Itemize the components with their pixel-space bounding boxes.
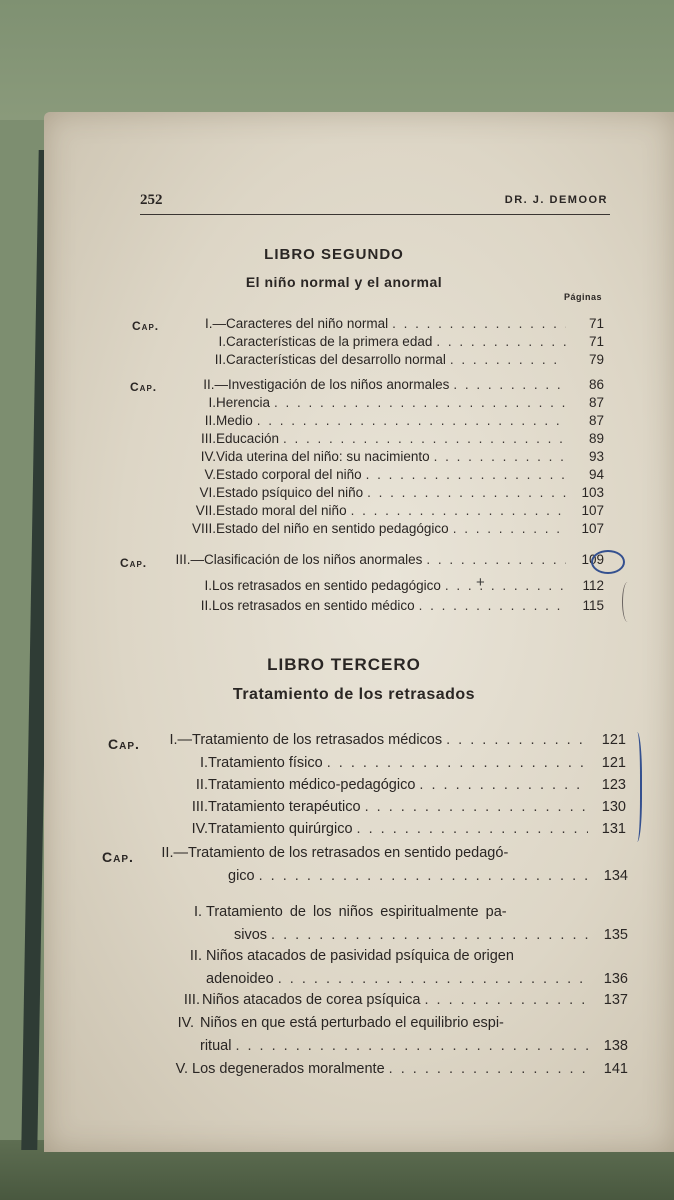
libro-tercero-title: LIBRO TERCERO	[267, 655, 421, 674]
toc-row: I. Los retrasados en sentido pedagógico . . . 112	[160, 578, 604, 598]
libro-segundo-title: LIBRO SEGUNDO	[264, 246, 404, 263]
pen-brace-mark	[630, 732, 642, 842]
toc-row: II. Tratamiento médico-pedagógico . . . 123	[162, 777, 626, 797]
toc-row: I. Tratamiento físico . . . 121	[162, 755, 626, 775]
cap-label: Cap.	[120, 556, 148, 570]
toc-row-continuation: adenoideo . . . 136	[206, 971, 628, 991]
cap-label: Cap.	[132, 319, 160, 333]
toc-row: II. Medio . . . 87	[162, 413, 604, 433]
toc-row: III. Tratamiento terapéutico . . . 130	[162, 799, 626, 819]
toc-row: IV. Tratamiento quirúrgico . . . 131	[162, 821, 626, 841]
cap-label: Cap.	[130, 380, 158, 394]
toc-row: V. Los degenerados moralmente . . . 141	[150, 1061, 628, 1081]
background-top	[0, 0, 674, 120]
toc-row-continuation: sivos . . . 135	[234, 927, 628, 947]
running-header	[140, 192, 610, 215]
paginas-label: Páginas	[564, 292, 603, 302]
toc-row: I.— Caracteres del niño normal . . . 71	[174, 316, 604, 336]
toc-row: I.— Tratamiento de los retrasados médicos . . . 121	[162, 732, 626, 752]
libro-segundo-subtitle: El niño normal y el anormal	[245, 274, 443, 290]
toc-row: IV. Niños en que está perturbado el equilibrio espi-	[177, 1015, 504, 1031]
toc-row: III. Educación . . . 89	[162, 431, 604, 451]
toc-row: III. Niños atacados de corea psíquica . . . 137	[156, 992, 628, 1012]
toc-row: I. Herencia . . . 87	[162, 395, 604, 415]
toc-row: VIII. Estado del niño en sentido pedagógico . . . 107	[162, 521, 604, 541]
running-author: DR. J. DEMOOR	[504, 194, 608, 206]
page-number: 252	[140, 192, 163, 208]
libro-tercero-subtitle: Tratamiento de los retrasados	[232, 686, 476, 703]
pencil-cross-mark: +	[476, 574, 485, 591]
toc-row: II. Los retrasados en sentido médico . . . 115	[160, 598, 604, 618]
cap-label: Cap.	[108, 736, 140, 752]
toc-row: IV. Vida uterina del niño: su nacimiento . . . 93	[162, 449, 604, 469]
toc-row: I. Características de la primera edad . . . 71	[174, 334, 604, 354]
toc-row: II. Niños atacados de pasividad psíquica de origen	[189, 948, 514, 964]
pencil-circle-mark	[591, 550, 625, 574]
toc-row-continuation: ritual . . . 138	[200, 1038, 628, 1058]
toc-row: II.— Investigación de los niños anormales . . . 86	[172, 377, 604, 397]
toc-row: V. Estado corporal del niño . . . 94	[162, 467, 604, 487]
toc-row: II.— Tratamiento de los retrasados en sentido pedagó-	[161, 845, 509, 861]
book-page	[44, 112, 674, 1152]
toc-row-continuation: gico . . . 134	[228, 868, 628, 888]
pencil-stroke-mark	[622, 582, 633, 622]
toc-row: III.— Clasificación de los niños anormales . . . 109	[160, 552, 604, 572]
toc-row: VII. Estado moral del niño . . . 107	[162, 503, 604, 523]
toc-row: I. Tratamiento de los niños espiritualmente pa-	[193, 904, 507, 920]
toc-row: II. Características del desarrollo normal . . . 79	[174, 352, 604, 372]
toc-row: VI. Estado psíquico del niño . . . 103	[162, 485, 604, 505]
cap-label: Cap.	[102, 849, 134, 865]
